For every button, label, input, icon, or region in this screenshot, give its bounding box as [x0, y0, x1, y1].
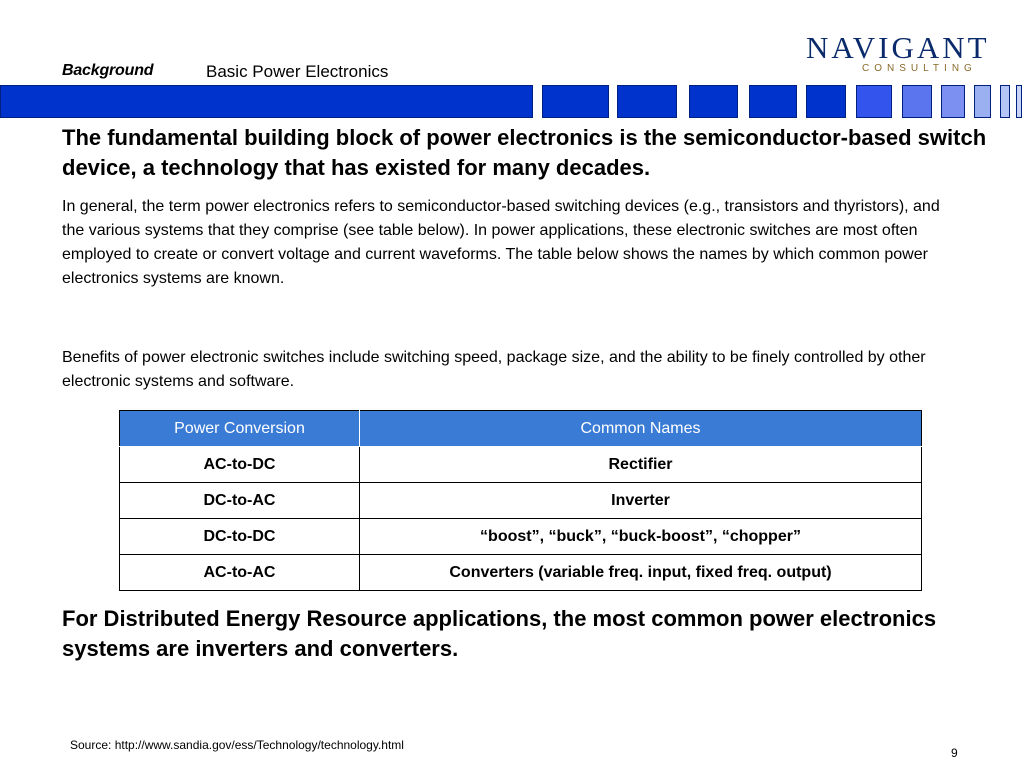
power-conversion-table — [119, 410, 922, 591]
stripe-block — [806, 85, 846, 118]
conclusion-text: For Distributed Energy Resource applications, the most common power electronics systems are inverters and converters. — [62, 606, 937, 661]
page-number: 9 — [951, 746, 958, 760]
stripe-block — [902, 85, 932, 118]
stripe-block — [974, 85, 991, 118]
table-row — [120, 555, 922, 591]
table-row — [120, 447, 922, 483]
conversion-cell: DC-to-DC — [120, 519, 360, 555]
stripe-block — [941, 85, 965, 118]
section-label: Background — [62, 62, 154, 79]
stripe-block — [617, 85, 677, 118]
names-cell: Converters (variable freq. input, fixed freq. output) — [360, 555, 922, 591]
conversion-cell: DC-to-AC — [120, 483, 360, 519]
conversion-cell: AC-to-DC — [120, 447, 360, 483]
intro-paragraph: In general, the term power electronics refers to semiconductor-based switching devices (e.g., transistors and thyristors), and the various systems that they comprise (see table below). In power applications, these electronic switches are most often employed to create or convert voltage and current waveforms. The table below shows the names by which common power electronics systems are known. — [62, 198, 940, 287]
names-cell: Rectifier — [360, 447, 922, 483]
stripe-block — [542, 85, 609, 118]
source-citation: Source: http://www.sandia.gov/ess/Technology/technology.html — [70, 738, 404, 752]
stripe-block — [856, 85, 892, 118]
names-cell: “boost”, “buck”, “buck-boost”, “chopper” — [360, 519, 922, 555]
logo-subtitle: CONSULTING — [862, 63, 977, 74]
header-common-names: Common Names — [360, 411, 922, 447]
names-cell: Inverter — [360, 483, 922, 519]
stripe-block — [1000, 85, 1010, 118]
table-header-row — [120, 411, 922, 447]
conversion-cell: AC-to-AC — [120, 555, 360, 591]
stripe-long — [0, 85, 533, 118]
header-power-conversion: Power Conversion — [120, 411, 360, 447]
logo-name: NAVIGANT — [806, 30, 990, 65]
stripe-block — [1016, 85, 1022, 118]
benefits-paragraph: Benefits of power electronic switches include switching speed, package size, and the ability to be finely controlled by other electronic systems and software. — [62, 349, 926, 390]
table-row — [120, 519, 922, 555]
stripe-block — [749, 85, 797, 118]
stripe-block — [689, 85, 738, 118]
table-row — [120, 483, 922, 519]
navigant-logo — [806, 30, 990, 78]
headline: The fundamental building block of power electronics is the semiconductor-based switch device, a technology that has existed for many decades. — [62, 125, 987, 180]
topic-label: Basic Power Electronics — [206, 62, 389, 81]
